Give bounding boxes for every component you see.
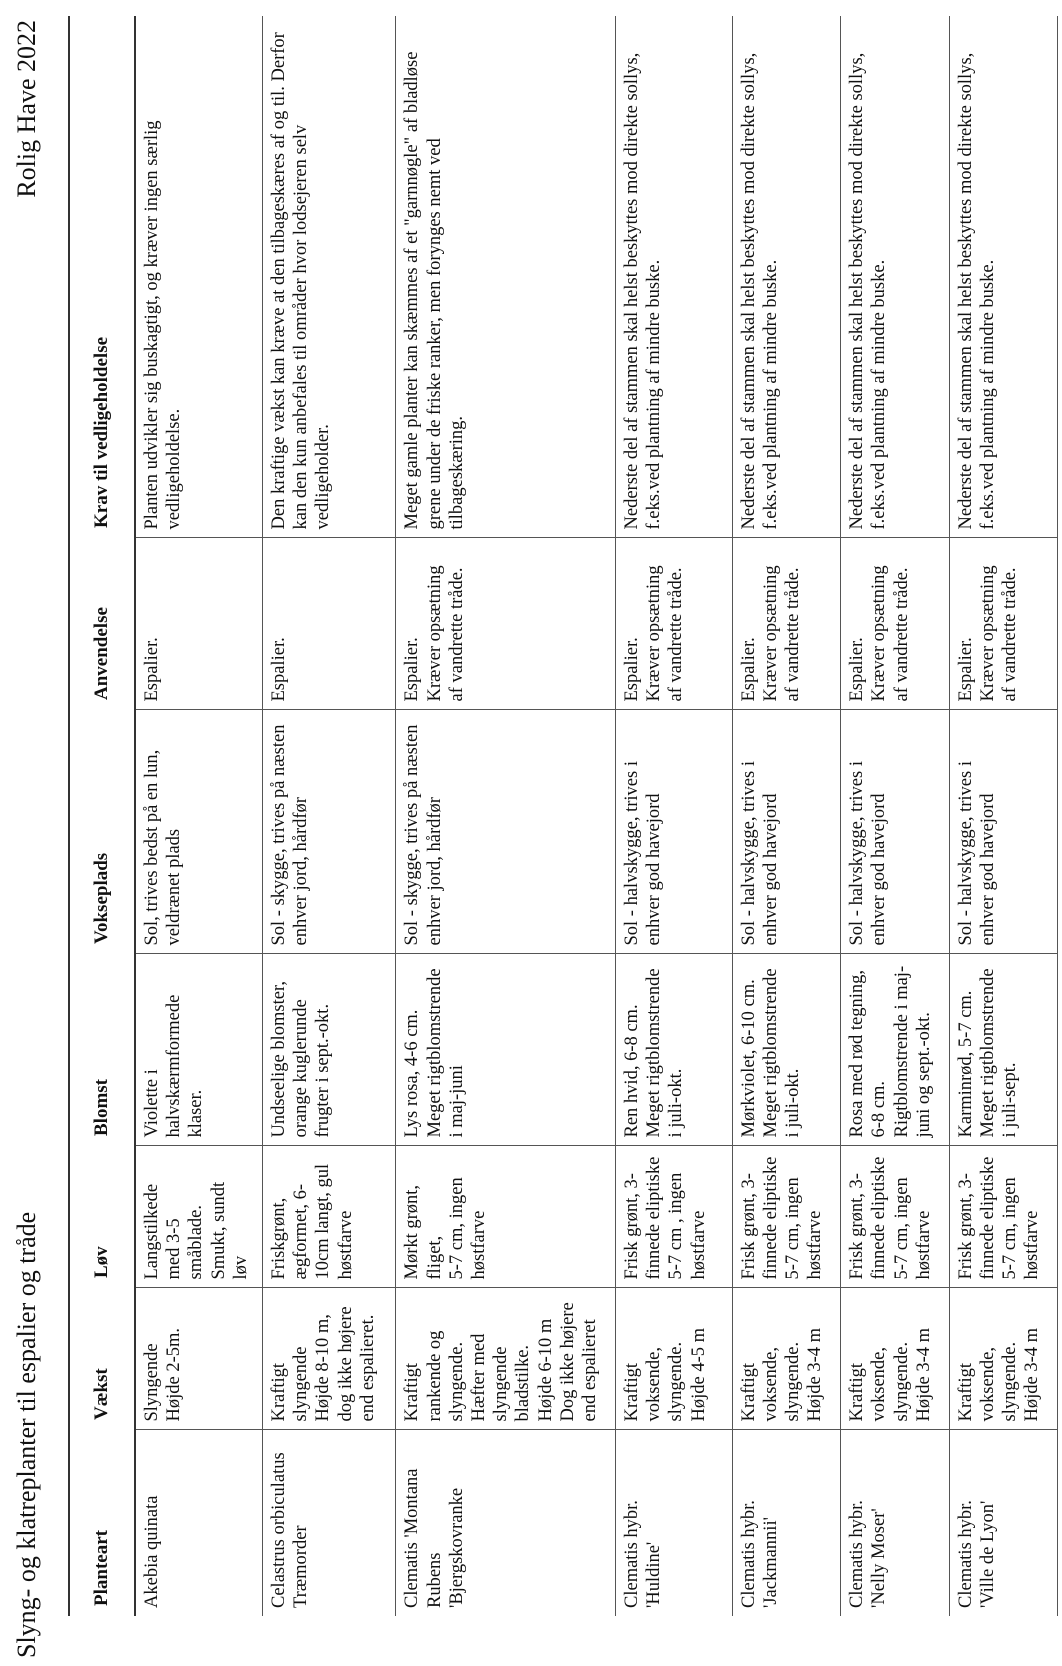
cell-vokseplads [616, 710, 733, 954]
cell-text: Espalier. [738, 637, 759, 702]
cell-vaekst [616, 1288, 733, 1430]
cell-text: Sol - skygge, trives på næsten enhver jord, hårdfør [402, 724, 445, 946]
cell-text: Rigtblomstrende i maj-juni og sept.-okt. [891, 965, 934, 1138]
cell-text: Planten udvikler sig buskagtigt, og kræver ingen særlig vedligeholdelse. [142, 120, 185, 530]
cell-krav [396, 16, 616, 538]
cell-vokseplads [263, 710, 396, 954]
document-title: Slyng- og klatreplanter til espalier og tråde [12, 1211, 41, 1658]
cell-text: Højde 2-5m. [164, 1327, 185, 1422]
cell-krav [263, 16, 396, 538]
cell-lov [949, 1146, 1057, 1288]
cell-krav [616, 16, 733, 538]
plant-table [68, 16, 1058, 1616]
column-header-planteart: Planteart [69, 1430, 135, 1616]
cell-lov [263, 1146, 396, 1288]
cell-text: Meget gamle planter kan skæmmes af et "garnnøgle" af bladløse grene under de friske ranker, men forynges nemt ved tilbageskæring. [402, 51, 467, 530]
cell-text: 'Nelly Moser' [869, 1508, 890, 1608]
cell-text: Undseelige blomster, orange kuglerunde frugter i sept.-okt. [269, 981, 334, 1138]
cell-anvendelse [616, 538, 733, 710]
cell-text: 'Huldine' [644, 1541, 665, 1608]
cell-text: Kraftigt rankende og slyngende. [402, 1330, 467, 1422]
table-row [135, 16, 263, 1616]
cell-blomst [949, 954, 1057, 1146]
cell-planteart [616, 1430, 733, 1616]
table-row [949, 16, 1057, 1616]
page-header: Rolig Have 2022 [12, 20, 41, 198]
cell-text: Sol, trives bedst på en lun, veldrænet plads [142, 749, 185, 946]
cell-text: Træmorder [291, 1525, 312, 1608]
cell-text: Frisk grønt, 3-finnede eliptiske 5-7 cm , ingen høstfarve [622, 1156, 709, 1280]
cell-text: Kræver opsætning af vandrette tråde. [644, 565, 687, 702]
cell-lov [616, 1146, 733, 1288]
cell-vokseplads [841, 710, 949, 954]
column-header-krav: Krav til vedligeholdelse [69, 16, 135, 538]
cell-text: Frisk grønt, 3-finnede eliptiske 5-7 cm, ingen høstfarve [738, 1156, 826, 1280]
cell-anvendelse [949, 538, 1057, 710]
cell-text: Frisk grønt, 3-finnede eliptiske 5-7 cm, ingen høstfarve [955, 1156, 1043, 1280]
table-body [135, 16, 1058, 1616]
cell-vokseplads [949, 710, 1057, 954]
cell-text: Kraftigt slyngende [269, 1346, 312, 1422]
cell-text: Espalier. [269, 637, 290, 702]
cell-text: dog ikke højere end espalieret. [335, 1306, 378, 1422]
cell-anvendelse [263, 538, 396, 710]
column-header-anvendelse: Anvendelse [69, 538, 135, 710]
cell-text: Clematis hybr. [622, 1500, 643, 1608]
cell-text: Kraftigt voksende, slyngende. [738, 1341, 804, 1422]
cell-vaekst [949, 1288, 1057, 1430]
cell-planteart [841, 1430, 949, 1616]
cell-lov [841, 1146, 949, 1288]
cell-text: Meget rigtblomstrende i maj-juni [424, 968, 467, 1138]
cell-text: Nederste del af stammen skal helst beskyttes mod direkte sollys, f.eks.ved plantning af mindre buske. [955, 52, 998, 530]
cell-text: Den kraftige vækst kan kræve at den tilbageskæres af og til. Derfor kan den kun anbefales til områder hvor lodsejeren selv vedligeholder. [269, 32, 334, 530]
table-row [841, 16, 949, 1616]
cell-text: Sol - halvskygge, trives i enhver god havejord [622, 761, 665, 946]
cell-planteart [732, 1430, 840, 1616]
cell-krav [949, 16, 1057, 538]
cell-vaekst [396, 1288, 616, 1430]
table-row [396, 16, 616, 1616]
cell-text: Ren hvid, 6-8 cm. [622, 1004, 643, 1138]
cell-anvendelse [396, 538, 616, 710]
cell-text: Espalier. [955, 637, 976, 702]
cell-blomst [732, 954, 840, 1146]
cell-text: Smukt, sundt løv [208, 1181, 251, 1280]
cell-text: Sol - halvskygge, trives i enhver god havejord [738, 761, 781, 946]
cell-text: Sol - halvskygge, trives i enhver god havejord [955, 761, 998, 946]
cell-vokseplads [396, 710, 616, 954]
cell-text: Kræver opsætning af vandrette tråde. [869, 565, 912, 702]
column-header-vaekst: Vækst [69, 1288, 135, 1430]
cell-text: Mørkviolet, 6-10 cm. [738, 979, 759, 1138]
cell-text: Meget rigtblomstrende i juli-sept. [977, 968, 1020, 1138]
cell-lov [396, 1146, 616, 1288]
cell-text: Meget rigtblomstrende i juli-okt. [644, 968, 687, 1138]
table-row [616, 16, 733, 1616]
cell-anvendelse [841, 538, 949, 710]
cell-text: Kraftigt voksende, slyngende. [847, 1341, 912, 1422]
cell-text: Sol - halvskygge, trives i enhver god havejord [847, 761, 890, 946]
cell-blomst [263, 954, 396, 1146]
cell-anvendelse [732, 538, 840, 710]
table-row [732, 16, 840, 1616]
cell-text: Højde 6-10 m [535, 1318, 556, 1422]
cell-text: Nederste del af stammen skal helst beskyttes mod direkte sollys, f.eks.ved plantning af mindre buske. [847, 52, 890, 530]
cell-text: Violette i halvskærmformede klaser. [142, 994, 207, 1138]
cell-text: Kræver opsætning af vandrette tråde. [424, 565, 467, 702]
cell-text: Højde 8-10 m, [313, 1314, 334, 1422]
cell-text: Kraftigt voksende, slyngende. [955, 1341, 1020, 1422]
cell-vaekst [841, 1288, 949, 1430]
cell-text: Kræver opsætning af vandrette tråde. [760, 565, 804, 702]
cell-text: Sol - skygge, trives på næsten enhver jord, hårdfør [269, 724, 312, 946]
cell-text: Mørkt grønt, fliget, [402, 1184, 445, 1280]
cell-text: Espalier. [142, 637, 162, 702]
cell-text: Meget rigtblomstrende i juli-okt. [760, 968, 804, 1138]
cell-vaekst [135, 1288, 263, 1430]
cell-text: Clematis hybr. 'Jackmannii' [738, 1500, 781, 1608]
cell-text: Slyngende [142, 1343, 162, 1422]
cell-text: Højde 4-5 m [688, 1327, 709, 1422]
cell-vaekst [732, 1288, 840, 1430]
cell-text: Akebia quinata [142, 1495, 162, 1608]
cell-text: Dog ikke højere end espalieret [557, 1302, 600, 1422]
cell-text: Højde 3-4 m [805, 1327, 826, 1422]
cell-krav [732, 16, 840, 538]
cell-text: Clematis hybr. [955, 1500, 976, 1608]
cell-vokseplads [135, 710, 263, 954]
cell-text: Espalier. [402, 637, 423, 702]
cell-planteart [949, 1430, 1057, 1616]
cell-planteart [263, 1430, 396, 1616]
cell-krav [135, 16, 263, 538]
cell-text: Espalier. [622, 637, 643, 702]
cell-planteart [396, 1430, 616, 1616]
cell-planteart [135, 1430, 263, 1616]
cell-text: Langstilkede med 3-5 småblade. [142, 1183, 207, 1280]
cell-text: Clematis hybr. [847, 1500, 868, 1608]
column-header-vokseplads: Vokseplads [69, 710, 135, 954]
cell-text: 5-7 cm, ingen høstfarve [446, 1177, 490, 1280]
cell-text: Celastrus orbiculatus [269, 1452, 290, 1608]
cell-krav [841, 16, 949, 538]
cell-vokseplads [732, 710, 840, 954]
table-header-row [69, 16, 135, 1616]
cell-text: Rosa med rød tegning, 6-8 cm. [847, 969, 890, 1138]
cell-text: Hæfter med slyngende bladstilke. [469, 1333, 534, 1422]
cell-blomst [135, 954, 263, 1146]
cell-text: Nederste del af stammen skal helst beskyttes mod direkte sollys, f.eks.ved plantning af mindre buske. [738, 52, 781, 530]
column-header-lov: Løv [69, 1146, 135, 1288]
cell-text: Espalier. [847, 637, 868, 702]
table-row [263, 16, 396, 1616]
cell-lov [732, 1146, 840, 1288]
cell-text: Nederste del af stammen skal helst beskyttes mod direkte sollys, f.eks.ved plantning af mindre buske. [622, 52, 665, 530]
column-header-blomst: Blomst [69, 954, 135, 1146]
cell-text: Karminrød, 5-7 cm. [955, 990, 976, 1138]
cell-vaekst [263, 1288, 396, 1430]
cell-text: Kraftigt voksende, slyngende. [622, 1341, 687, 1422]
cell-text: Kræver opsætning af vandrette tråde. [977, 565, 1020, 702]
cell-anvendelse [135, 538, 263, 710]
cell-blomst [616, 954, 733, 1146]
cell-blomst [841, 954, 949, 1146]
cell-text: 'Ville de Lyon' [977, 1500, 998, 1608]
cell-text: Lys rosa, 4-6 cm. [402, 1009, 423, 1138]
cell-text: Clematis 'Montana Rubens 'Bjergskovranke [402, 1468, 467, 1608]
cell-text: Højde 3-4 m [913, 1327, 934, 1422]
cell-text: Frisk grønt, 3-finnede eliptiske 5-7 cm, ingen høstfarve [847, 1156, 934, 1280]
cell-lov [135, 1146, 263, 1288]
cell-text: Friskgrønt, ægformet, 6-10cm langt, gul høstfarve [269, 1163, 356, 1280]
cell-text: Højde 3-4 m [1022, 1327, 1043, 1422]
cell-blomst [396, 954, 616, 1146]
